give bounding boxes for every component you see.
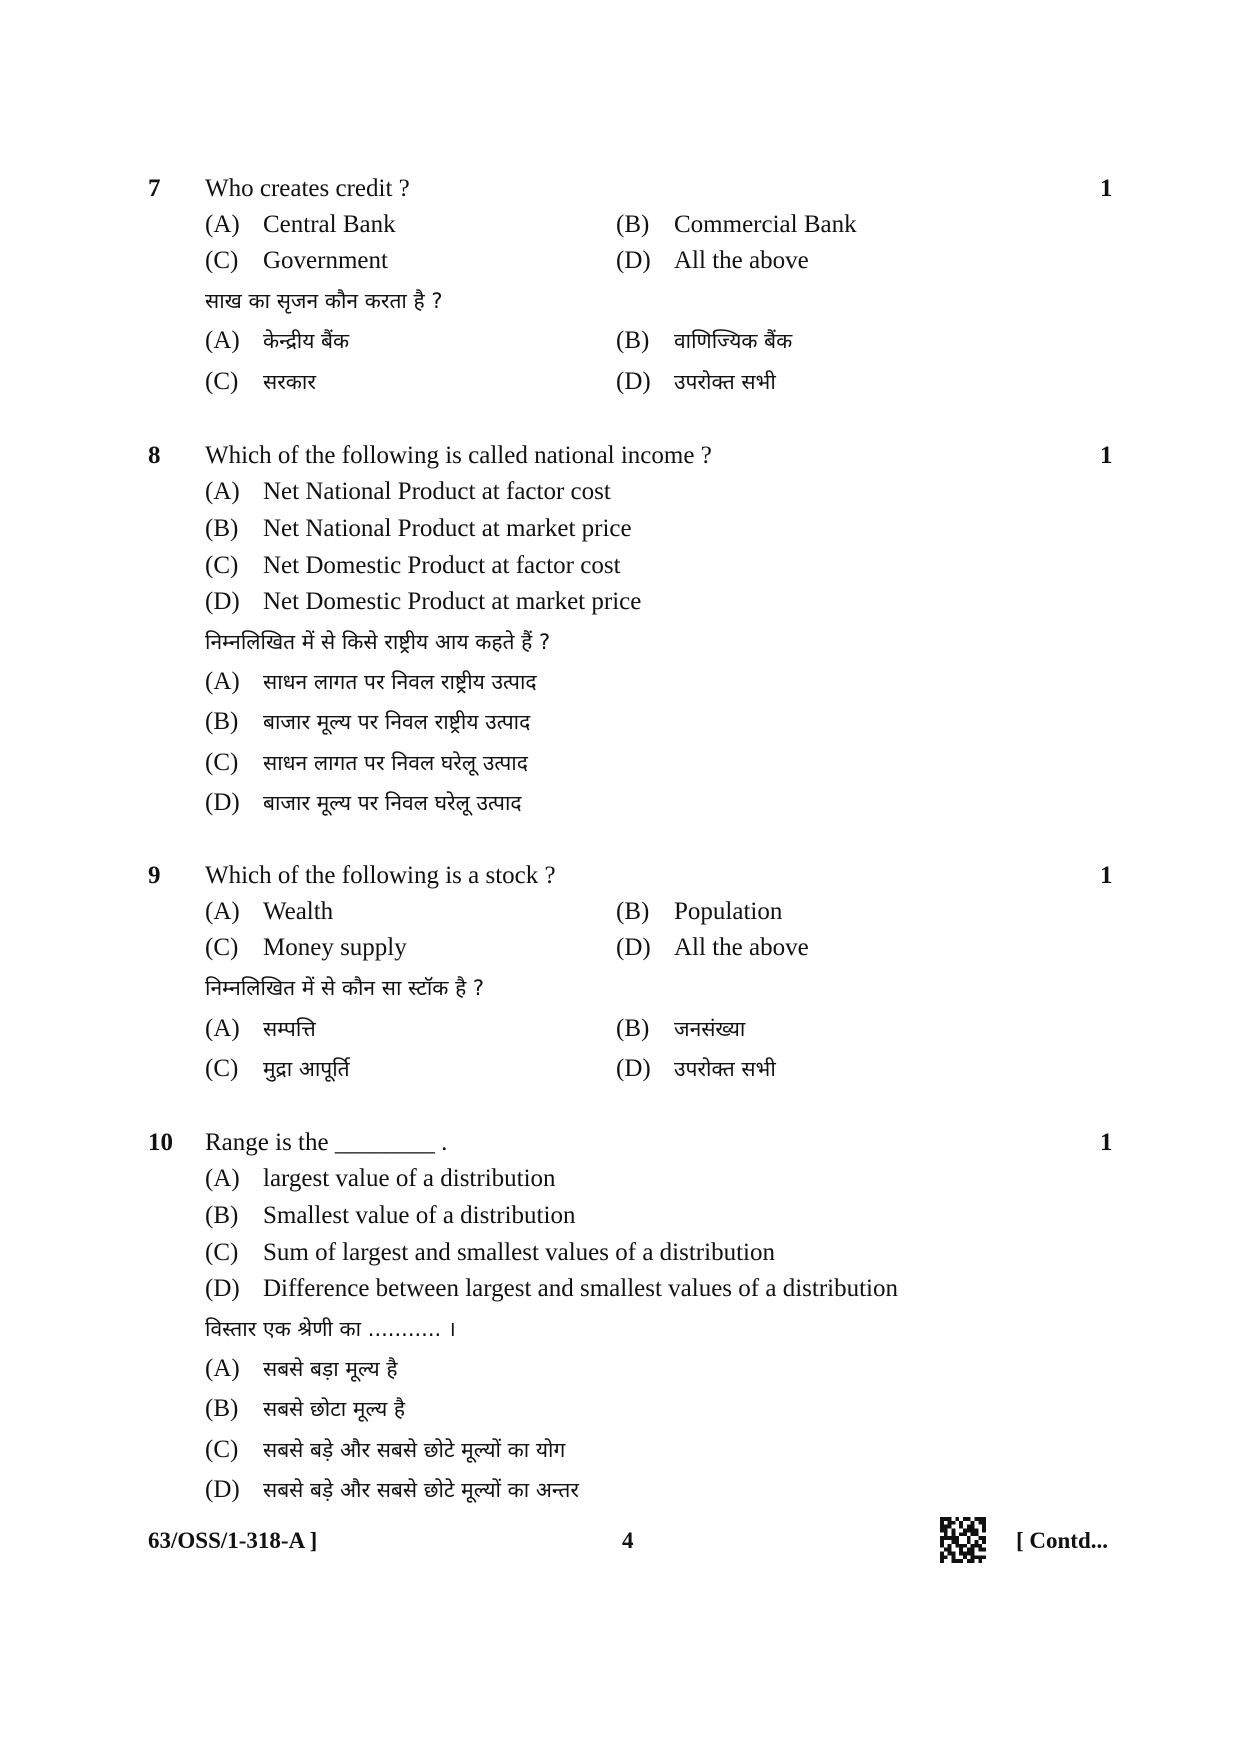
question-marks: 1: [1100, 862, 1113, 889]
option-en-c: [205, 551, 621, 581]
question-number: 10: [148, 1129, 173, 1156]
option-hi-c: [205, 1054, 350, 1084]
option-hi-d: [205, 1475, 579, 1505]
option-text: उपरोक्त सभी: [674, 1057, 776, 1081]
option-hi-b: [205, 1394, 405, 1424]
option-text: Government: [263, 247, 388, 274]
option-label: (B): [205, 1395, 239, 1422]
option-hi-d: [616, 1054, 776, 1084]
option-label: (A): [205, 898, 240, 925]
option-label: (C): [205, 368, 239, 395]
option-text: Net National Product at market price: [263, 515, 632, 542]
option-label: (C): [205, 247, 239, 274]
question-text-hi: विस्तार एक श्रेणी का ........... ।: [205, 1317, 456, 1341]
option-en-c: [205, 933, 407, 963]
option-label: (A): [205, 478, 240, 505]
option-label: (B): [616, 211, 650, 238]
option-label: (B): [616, 327, 650, 354]
question-marks: 1: [1100, 175, 1113, 202]
option-text: largest value of a distribution: [263, 1165, 556, 1192]
question-number: 7: [148, 175, 161, 202]
option-label: (D): [205, 1275, 240, 1302]
page-number: 4: [622, 1528, 634, 1553]
option-label: (B): [205, 708, 239, 735]
option-text: All the above: [674, 934, 809, 961]
question-marks: 1: [1100, 1129, 1113, 1156]
option-text: सम्पत्ति: [263, 1017, 316, 1041]
option-label: (C): [205, 1055, 239, 1082]
option-text: सबसे छोटा मूल्य है: [263, 1397, 406, 1421]
option-text: Difference between largest and smallest values of a distribution: [263, 1275, 898, 1302]
question-text-hi: निम्नलिखित में से किसे राष्ट्रीय आय कहते हैं ?: [205, 630, 551, 654]
option-label: (A): [205, 211, 240, 238]
option-text: केन्द्रीय बैंक: [263, 329, 350, 353]
option-hi-c: [205, 1435, 565, 1465]
option-hi-a: [205, 667, 537, 697]
question-number: 8: [148, 442, 161, 469]
option-text: Population: [674, 898, 783, 925]
option-en-d: [616, 246, 809, 276]
option-label: (D): [205, 789, 240, 816]
option-label: (B): [205, 515, 239, 542]
question-text-en: Which of the following is a stock ?: [205, 862, 556, 889]
option-en-a: [205, 477, 611, 507]
option-label: (C): [205, 934, 239, 961]
option-label: (A): [205, 327, 240, 354]
option-text: Money supply: [263, 934, 407, 961]
option-text: Net Domestic Product at factor cost: [263, 552, 621, 579]
option-text: सबसे बड़े और सबसे छोटे मूल्यों का अन्तर: [263, 1478, 579, 1502]
option-label: (C): [205, 552, 239, 579]
option-en-d: [616, 933, 809, 963]
option-label: (B): [616, 1015, 650, 1042]
option-hi-c: [205, 748, 528, 778]
option-label: (B): [616, 898, 650, 925]
option-en-d: [205, 587, 641, 617]
option-text: साधन लागत पर निवल राष्ट्रीय उत्पाद: [263, 670, 537, 694]
question-text-hi: निम्नलिखित में से कौन सा स्टॉक है ?: [205, 976, 485, 1000]
option-en-b: [616, 210, 857, 240]
option-en-d: [205, 1274, 898, 1304]
option-en-b: [616, 897, 782, 927]
option-label: (D): [616, 1055, 651, 1082]
option-hi-a: [205, 1354, 398, 1384]
option-en-c: [205, 246, 388, 276]
question-text-en: Who creates credit ?: [205, 175, 410, 202]
option-en-a: [205, 210, 396, 240]
option-text: सरकार: [263, 370, 316, 394]
option-en-a: [205, 1164, 556, 1194]
option-label: (A): [205, 1015, 240, 1042]
option-text: Wealth: [263, 898, 334, 925]
option-hi-d: [616, 367, 776, 397]
continued-label: [ Contd...: [1016, 1528, 1109, 1553]
option-text: Commercial Bank: [674, 211, 857, 238]
option-text: वाणिज्यिक बैंक: [674, 329, 793, 353]
option-text: Smallest value of a distribution: [263, 1202, 576, 1229]
option-label: (D): [616, 368, 651, 395]
option-label: (B): [205, 1202, 239, 1229]
option-label: (C): [205, 749, 239, 776]
option-label: (A): [205, 1165, 240, 1192]
option-hi-b: [205, 707, 530, 737]
option-text: Sum of largest and smallest values of a distribution: [263, 1239, 775, 1266]
option-label: (C): [205, 1436, 239, 1463]
option-en-c: [205, 1238, 775, 1268]
question-text-hi: साख का सृजन कौन करता है ?: [205, 289, 443, 313]
paper-code: 63/OSS/1-318-A ]: [148, 1528, 318, 1553]
option-hi-c: [205, 367, 316, 397]
option-hi-b: [616, 1014, 745, 1044]
option-label: (D): [616, 247, 651, 274]
option-text: सबसे बड़े और सबसे छोटे मूल्यों का योग: [263, 1438, 566, 1462]
question-text-en: Which of the following is called national income ?: [205, 442, 712, 469]
option-text: साधन लागत पर निवल घरेलू उत्पाद: [263, 751, 528, 775]
question-text-en: Range is the ________ .: [205, 1129, 448, 1156]
qr-code-icon: [940, 1517, 986, 1563]
option-text: मुद्रा आपूर्ति: [263, 1057, 350, 1081]
option-label: (A): [205, 1355, 240, 1382]
option-en-b: [205, 514, 632, 544]
question-number: 9: [148, 862, 161, 889]
option-text: उपरोक्त सभी: [674, 370, 776, 394]
option-label: (D): [205, 1476, 240, 1503]
option-hi-d: [205, 788, 522, 818]
option-text: सबसे बड़ा मूल्य है: [263, 1357, 398, 1381]
option-label: (C): [205, 1239, 239, 1266]
option-text: जनसंख्या: [674, 1017, 746, 1041]
option-label: (D): [205, 588, 240, 615]
option-text: बाजार मूल्य पर निवल राष्ट्रीय उत्पाद: [263, 710, 531, 734]
option-hi-a: [205, 1014, 316, 1044]
option-text: All the above: [674, 247, 809, 274]
option-text: Central Bank: [263, 211, 396, 238]
option-text: Net National Product at factor cost: [263, 478, 611, 505]
option-en-b: [205, 1201, 575, 1231]
option-en-a: [205, 897, 333, 927]
option-label: (D): [616, 934, 651, 961]
option-text: Net Domestic Product at market price: [263, 588, 642, 615]
option-hi-b: [616, 326, 792, 356]
option-hi-a: [205, 326, 349, 356]
option-label: (A): [205, 668, 240, 695]
option-text: बाजार मूल्य पर निवल घरेलू उत्पाद: [263, 791, 522, 815]
question-marks: 1: [1100, 442, 1113, 469]
